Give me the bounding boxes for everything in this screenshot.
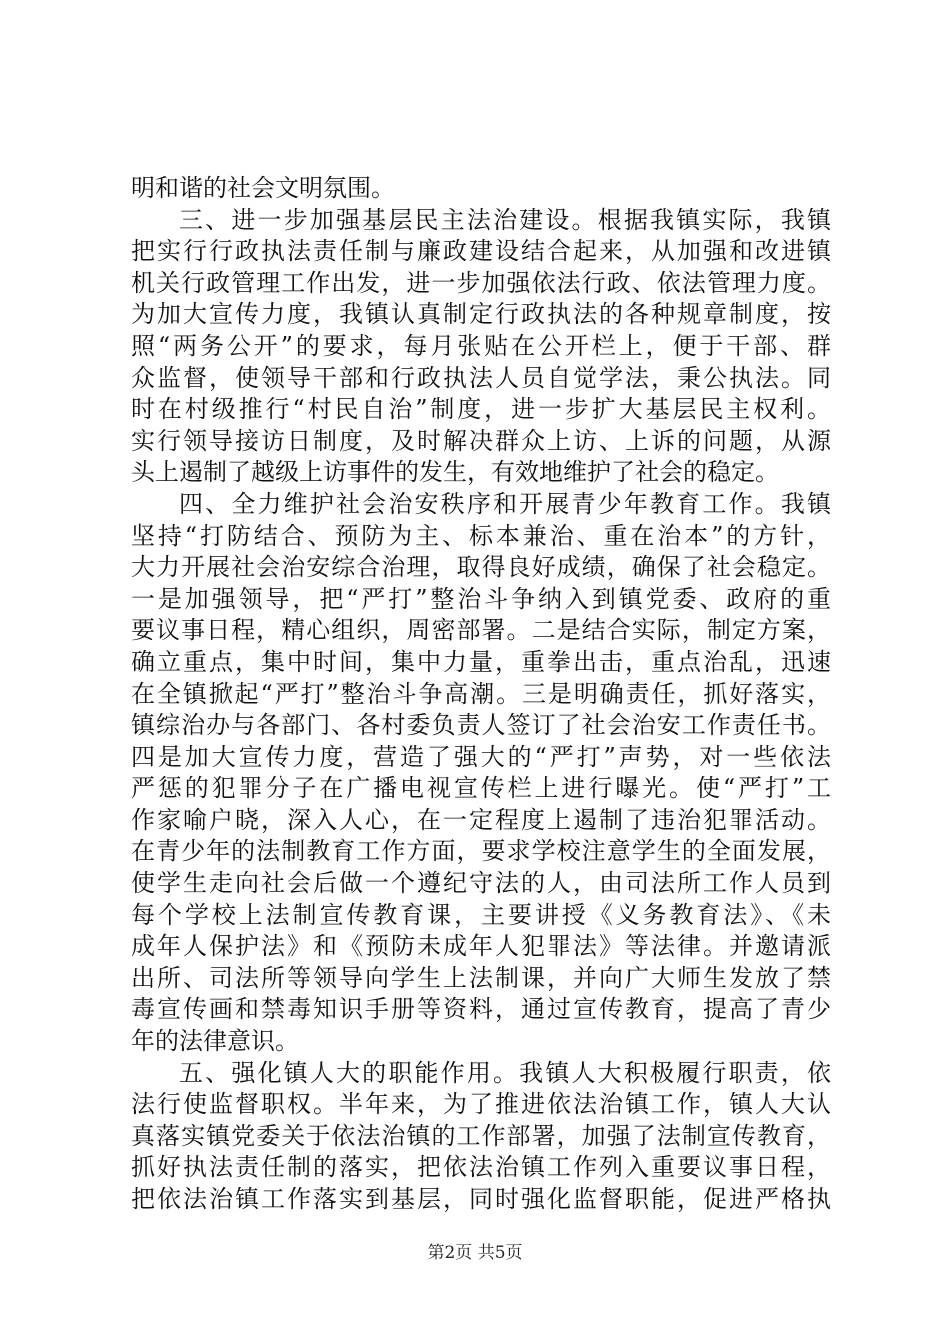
text-line: 使学生走向社会后做一个遵纪守法的人，由司法所工作人员到 <box>131 869 831 898</box>
text-line: 五、强化镇人大的职能作用。我镇人大积极履行职责，依 <box>179 1058 831 1087</box>
text-line: 四、全力维护社会治安秩序和开展青少年教育工作。我镇 <box>179 489 831 518</box>
text-line: 在青少年的法制教育工作方面，要求学校注意学生的全面发展， <box>131 837 831 866</box>
text-line: 每个学校上法制宣传教育课，主要讲授《义务教育法》、《未 <box>131 900 831 929</box>
text-line: 时在村级推行“村民自治”制度，进一步扩大基层民主权利。 <box>131 395 831 424</box>
text-line: 实行领导接访日制度，及时解决群众上访、上诉的问题，从源 <box>131 426 831 455</box>
text-line: 抓好执法责任制的落实，把依法治镇工作列入重要议事日程， <box>131 1153 831 1182</box>
text-line: 严惩的犯罪分子在广播电视宣传栏上进行曝光。使“严打”工 <box>131 774 831 803</box>
text-line: 真落实镇党委关于依法治镇的工作部署，加强了法制宣传教育， <box>131 1121 831 1150</box>
text-line: 照“两务公开”的要求，每月张贴在公开栏上，便于干部、群 <box>131 331 831 360</box>
text-line: 众监督，使领导干部和行政执法人员自觉学法，秉公执法。同 <box>131 363 831 392</box>
text-line: 机关行政管理工作出发，进一步加强依法行政、依法管理力度。 <box>131 268 831 297</box>
text-line: 四是加大宣传力度，营造了强大的“严打”声势，对一些依法 <box>131 742 831 771</box>
document-body <box>131 173 831 1216</box>
text-line: 一是加强领导，把“严打”整治斗争纳入到镇党委、政府的重 <box>131 584 831 613</box>
text-line: 把实行行政执法责任制与廉政建设结合起来，从加强和改进镇 <box>131 237 831 266</box>
text-line: 头上遏制了越级上访事件的发生，有效地维护了社会的稳定。 <box>131 458 779 487</box>
page-footer: 第2页 共5页 <box>427 1243 523 1263</box>
text-line: 在全镇掀起“严打”整治斗争高潮。三是明确责任，抓好落实， <box>131 679 831 708</box>
text-line: 作家喻户晓，深入人心，在一定程度上遏制了违治犯罪活动。 <box>131 805 831 834</box>
text-line: 确立重点，集中时间，集中力量，重拳出击，重点治乱，迅速 <box>131 647 831 676</box>
text-line: 明和谐的社会文明氛围。 <box>131 174 395 202</box>
text-line: 要议事日程，精心组织，周密部署。二是结合实际，制定方案， <box>131 616 831 645</box>
text-line: 年的法律意识。 <box>131 1027 299 1056</box>
text-line: 为加大宣传力度，我镇认真制定行政执法的各种规章制度，按 <box>131 300 831 329</box>
text-line: 大力开展社会治安综合治理，取得良好成绩，确保了社会稳定。 <box>131 553 831 582</box>
text-line: 镇综治办与各部门、各村委负责人签订了社会治安工作责任书。 <box>131 711 831 740</box>
text-line: 出所、司法所等领导向学生上法制课，并向广大师生发放了禁 <box>131 963 831 992</box>
text-line: 毒宣传画和禁毒知识手册等资料，通过宣传教育，提高了青少 <box>131 995 831 1024</box>
text-line: 成年人保护法》和《预防未成年人犯罪法》等法律。并邀请派 <box>131 932 831 961</box>
text-line: 三、进一步加强基层民主法治建设。根据我镇实际，我镇 <box>179 205 831 234</box>
text-line: 坚持“打防结合、预防为主、标本兼治、重在治本”的方针， <box>131 521 831 550</box>
text-line: 把依法治镇工作落实到基层，同时强化监督职能，促进严格执 <box>131 1185 831 1213</box>
text-line: 法行使监督职权。半年来，为了推进依法治镇工作，镇人大认 <box>131 1090 831 1119</box>
